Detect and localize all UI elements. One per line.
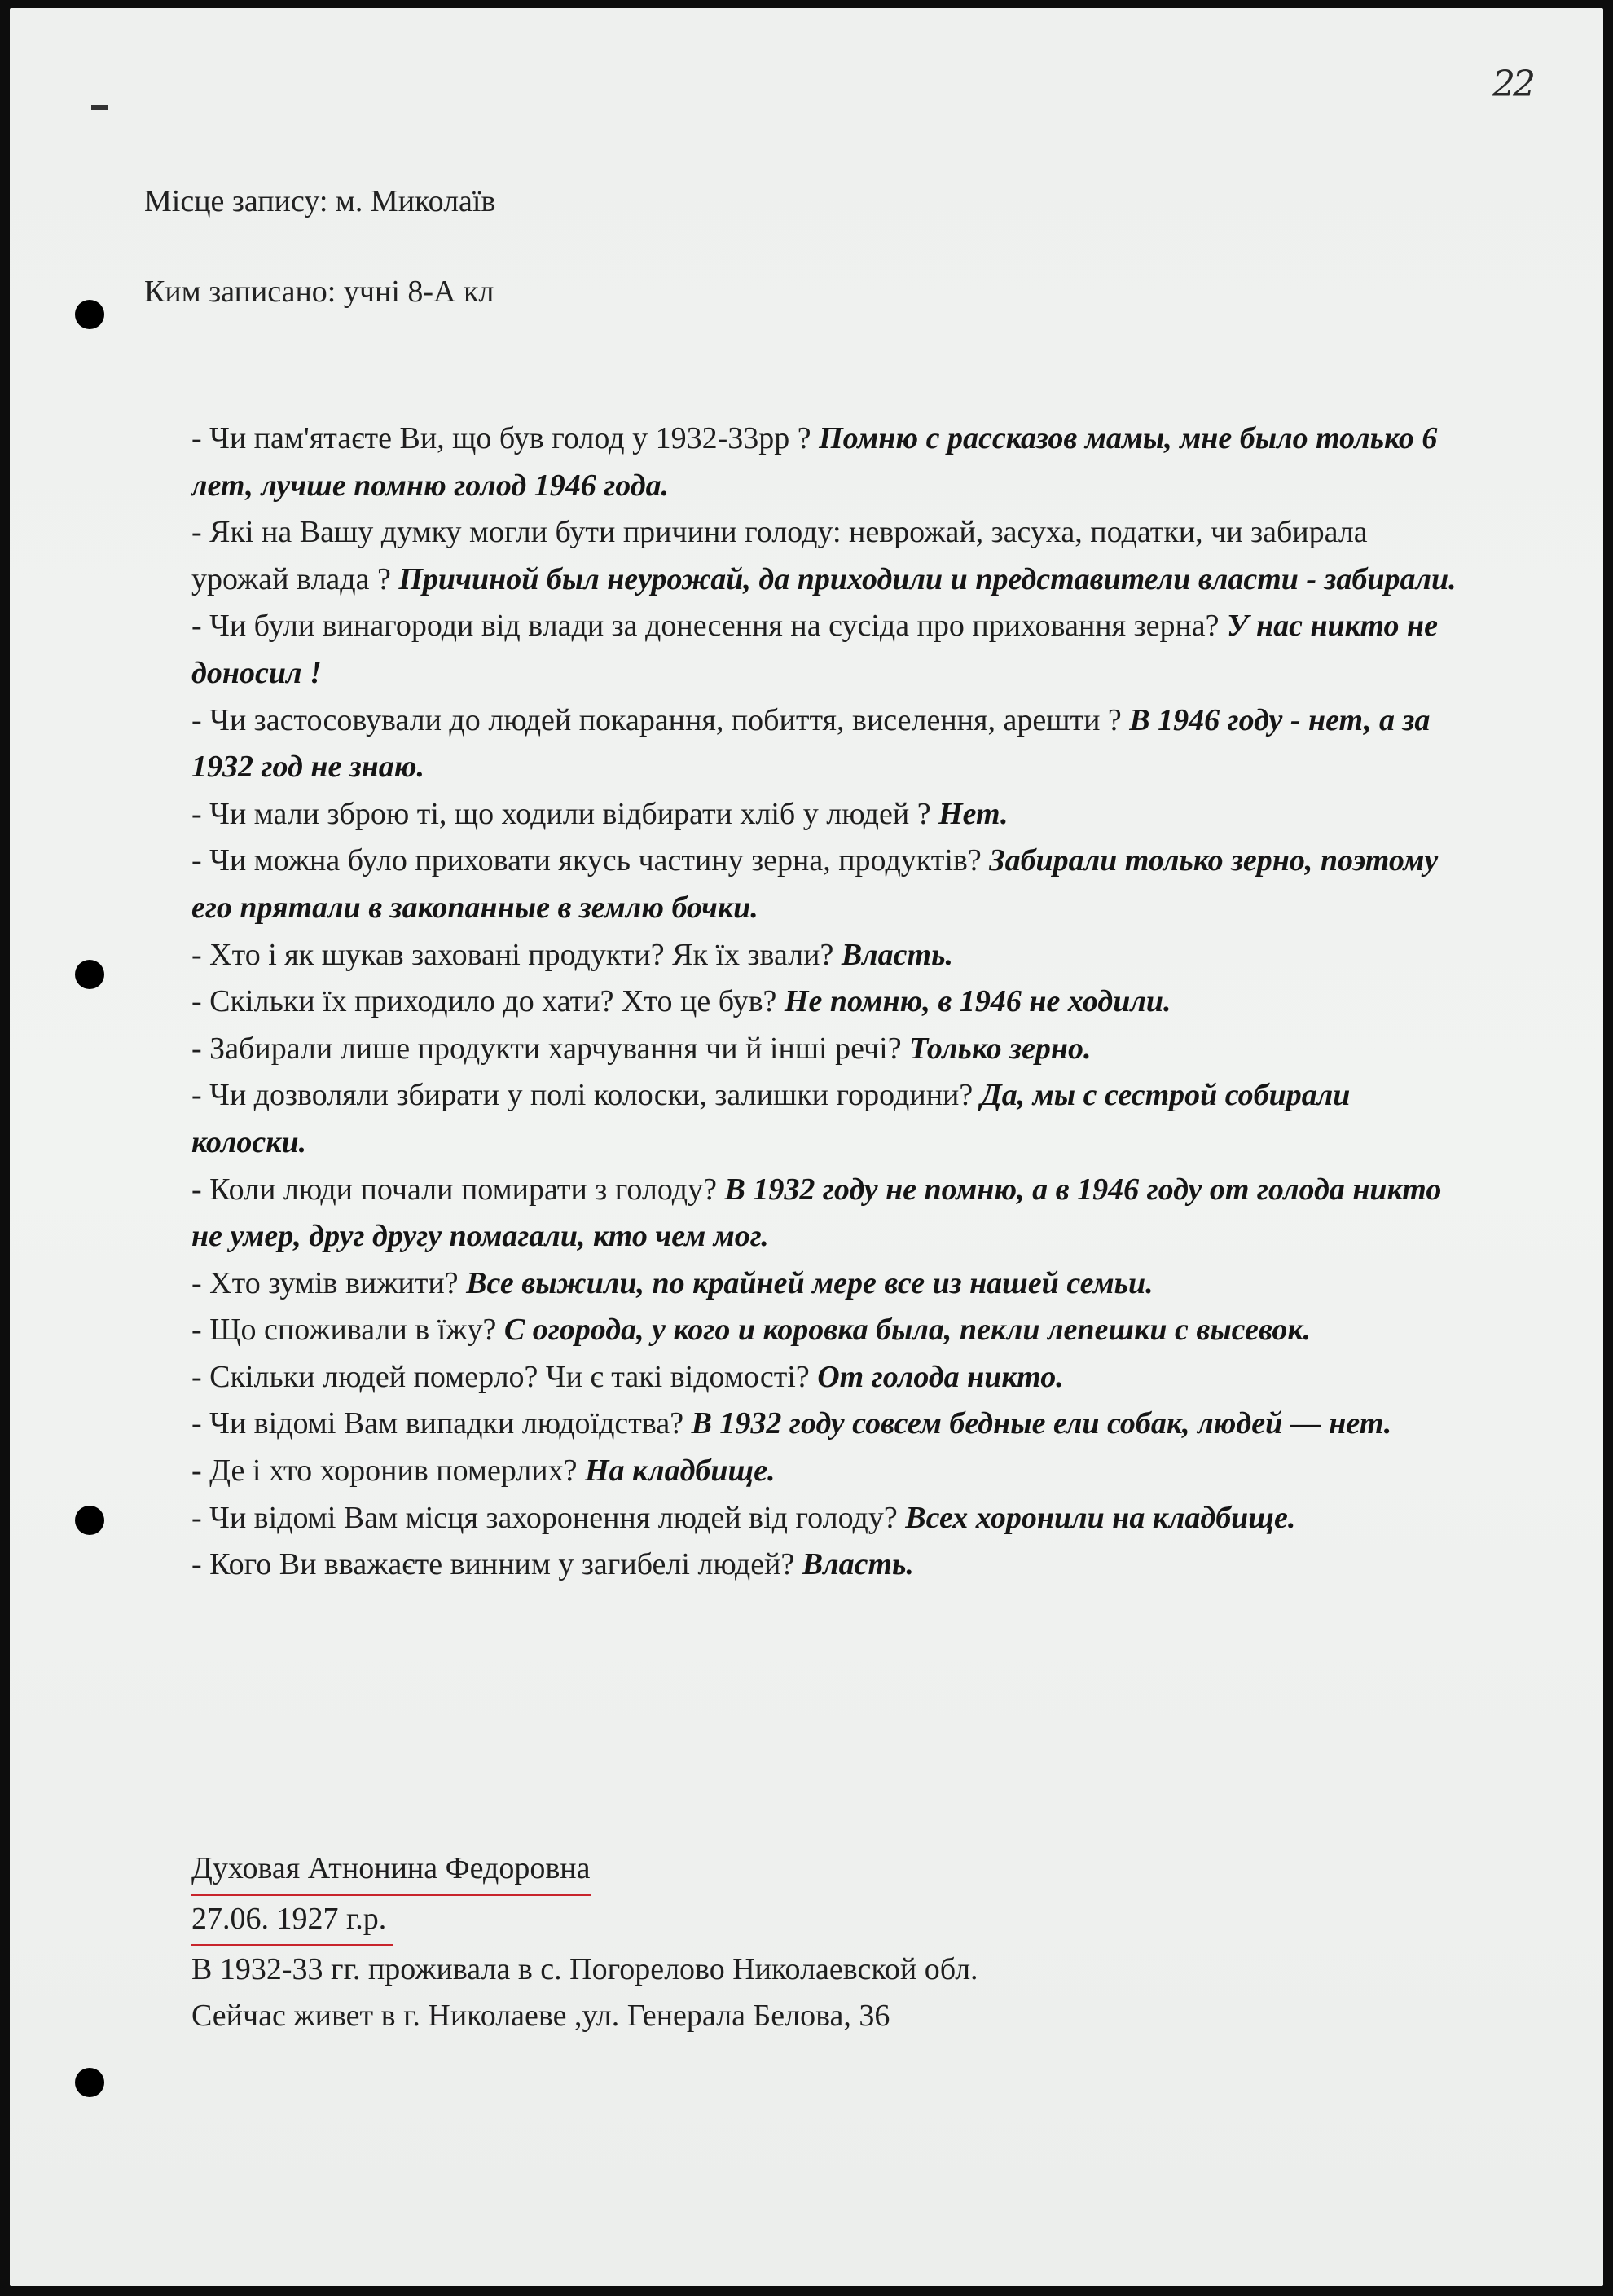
answer: На кладбище. bbox=[584, 1454, 776, 1489]
answer: Власть. bbox=[841, 937, 953, 972]
qa-item bbox=[191, 838, 1462, 931]
respondent-residence-1932: В 1932-33 гг. проживала в с. Погорелово Николаевской обл. bbox=[191, 1952, 978, 1986]
respondent-name: Духовая Атнонина Федоровна bbox=[191, 1845, 591, 1896]
qa-item bbox=[191, 1354, 1462, 1401]
qa-item bbox=[191, 791, 1462, 838]
question: - Кого Ви вважаєте винним у загибелі людей? bbox=[191, 1547, 802, 1582]
answer: Не помню, в 1946 не ходили. bbox=[784, 984, 1171, 1019]
question: - Де і хто хоронив померлих? bbox=[191, 1454, 585, 1489]
answer: В 1932 году совсем бедные ели собак, людей — нет. bbox=[691, 1406, 1392, 1441]
question: - Хто зумів вижити? bbox=[191, 1265, 467, 1300]
answer: Власть. bbox=[802, 1547, 914, 1582]
question: - Скільки їх приходило до хати? Хто це був? bbox=[191, 984, 785, 1019]
answer: Помню с рассказов мамы, мне было только 6 лет, лучше помню голод 1946 года. bbox=[191, 421, 1438, 503]
question: - Чи дозволяли збирати у полі колоски, залишки городини? bbox=[191, 1078, 981, 1113]
answer: В 1932 году не помню, а в 1946 году от голода никто не умер, друг другу помагали, кто чем мог. bbox=[191, 1172, 1442, 1254]
question: - Чи були винагороди від влади за донесення на сусіда про приховання зерна? bbox=[191, 609, 1228, 644]
respondent-birth-date: 27.06. 1927 г.р. bbox=[191, 1896, 393, 1946]
question: - Скільки людей померло? Чи є такі відомості? bbox=[191, 1359, 818, 1394]
recorded-by: Ким записано: учні 8-А кл bbox=[144, 275, 494, 309]
answer: Нет. bbox=[938, 796, 1009, 831]
qa-item bbox=[191, 1542, 1462, 1589]
interview-body bbox=[191, 416, 1462, 1589]
question: - Чи відомі Вам місця захоронення людей від голоду? bbox=[191, 1500, 906, 1535]
question: - Чи пам'ятаєте Ви, що був голод у 1932-33рр ? bbox=[191, 421, 820, 455]
qa-item bbox=[191, 416, 1462, 509]
punch-hole-1 bbox=[75, 300, 104, 329]
answer: Все выжили, по крайней мере все из нашей семьи. bbox=[466, 1265, 1154, 1300]
qa-item bbox=[191, 697, 1462, 791]
answer: Причиной был неурожай, да приходили и представители власти - забирали. bbox=[398, 561, 1457, 596]
answer: У нас никто не доносил ! bbox=[191, 609, 1438, 690]
question: - Хто і як шукав заховані продукти? Як їх звали? bbox=[191, 937, 842, 972]
answer: Только зерно. bbox=[909, 1031, 1092, 1066]
punch-hole-2 bbox=[75, 960, 104, 989]
answer: Да, мы с сестрой собирали колоски. bbox=[191, 1078, 1351, 1159]
question: - Чи мали зброю ті, що ходили відбирати хліб у людей ? bbox=[191, 796, 939, 831]
question: - Чи застосовували до людей покарання, побиття, виселення, арешти ? bbox=[191, 702, 1130, 737]
qa-item bbox=[191, 1401, 1462, 1448]
answer: От голода никто. bbox=[817, 1359, 1064, 1394]
answer: Забирали только зерно, поэтому его прятали в закопанные в землю бочки. bbox=[191, 843, 1439, 925]
respondent-info bbox=[191, 1845, 978, 2039]
question: - Чи можна було приховати якусь частину зерна, продуктів? bbox=[191, 843, 990, 878]
question: - Забирали лише продукти харчування чи й інші речі? bbox=[191, 1031, 910, 1066]
qa-item bbox=[191, 509, 1462, 603]
answer: В 1946 году - нет, а за 1932 год не знаю. bbox=[191, 702, 1431, 785]
answer: С огорода, у кого и коровка была, пекли лепешки с высевок. bbox=[503, 1313, 1312, 1348]
corner-mark: ▬ bbox=[91, 96, 108, 114]
qa-item bbox=[191, 979, 1462, 1026]
qa-item bbox=[191, 603, 1462, 697]
record-place: Місце запису: м. Миколаїв bbox=[144, 184, 496, 218]
qa-item bbox=[191, 1448, 1462, 1495]
page-number: 22 bbox=[1492, 64, 1533, 105]
qa-item bbox=[191, 1307, 1462, 1354]
question: - Які на Вашу думку могли бути причини голоду: неврожай, засуха, податки, чи забирала урожай влада ? bbox=[191, 515, 1368, 596]
document-page bbox=[10, 8, 1603, 2286]
qa-item bbox=[191, 1495, 1462, 1542]
qa-item bbox=[191, 1167, 1462, 1260]
respondent-residence-now: Сейчас живет в г. Николаеве ,ул. Генерала Белова, 36 bbox=[191, 1999, 890, 2033]
question: - Чи відомі Вам випадки людоїдства? bbox=[191, 1406, 692, 1441]
question: - Коли люди почали помирати з голоду? bbox=[191, 1172, 725, 1207]
punch-hole-4 bbox=[75, 2068, 104, 2097]
question: - Що споживали в їжу? bbox=[191, 1313, 504, 1348]
qa-item bbox=[191, 932, 1462, 979]
qa-item bbox=[191, 1260, 1462, 1308]
qa-item bbox=[191, 1026, 1462, 1073]
answer: Всех хоронили на кладбище. bbox=[905, 1500, 1296, 1535]
punch-hole-3 bbox=[75, 1506, 104, 1535]
qa-item bbox=[191, 1072, 1462, 1166]
